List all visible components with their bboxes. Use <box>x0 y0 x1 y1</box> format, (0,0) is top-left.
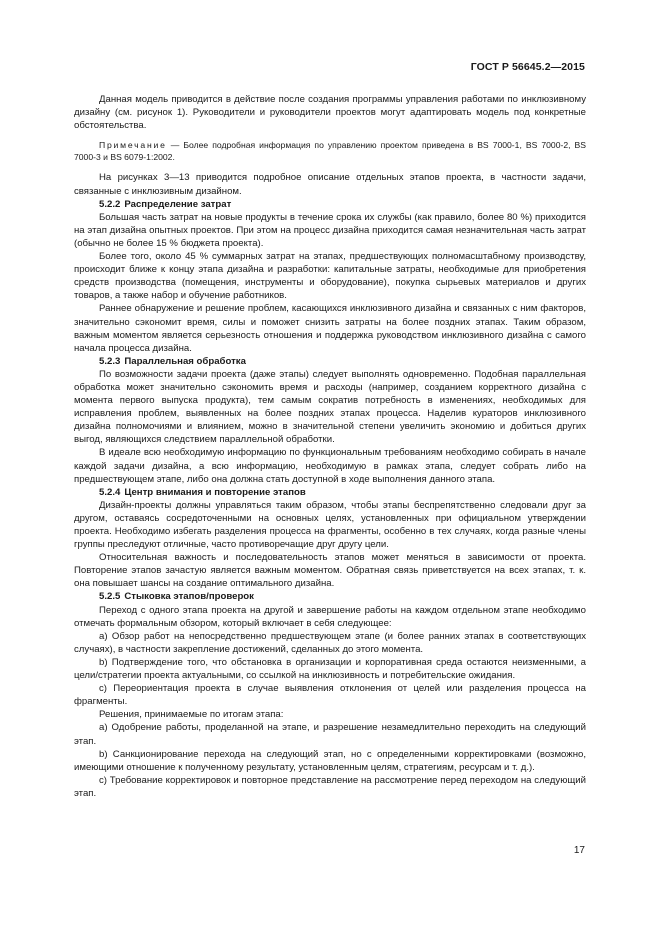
list-item: b) Подтверждение того, что обстановка в организации и корпоративная среда остаются неизменными, а цели/стратегии проекта актуальными, со ссылкой на инклюзивность и потребительские ожидания. <box>74 656 586 682</box>
section-title: Параллельная обработка <box>124 355 246 367</box>
paragraph: Данная модель приводится в действие после создания программы управления работами по инклюзивному дизайну (см. рисунок 1). Руководители и руководители проектов могут адаптировать модель под конкретные обстоятельства. <box>74 94 586 132</box>
note-label: Примечание <box>99 140 167 151</box>
section-heading <box>74 486 586 499</box>
section-heading <box>74 355 586 368</box>
section-title: Стыковка этапов/проверок <box>124 591 254 603</box>
paragraph: Большая часть затрат на новые продукты в течение срока их службы (как правило, более 80 %) приходится на этап дизайна опытных проектов. При этом на процесс дизайна приходится самая незначительная часть затрат (обычно не более 15 % бюджета проекта). <box>74 211 586 249</box>
section-title: Распределение затрат <box>124 198 232 210</box>
paragraph: Решения, принимаемые по итогам этапа: <box>99 709 284 721</box>
section-number: 5.2.4 <box>99 486 121 498</box>
section-heading <box>74 590 586 603</box>
paragraph: Переход с одного этапа проекта на другой и завершение работы на каждом отдельном этапе необходимо отмечать формальным обзором, который включает в себя следующее: <box>74 604 586 629</box>
page-number: 17 <box>573 845 585 856</box>
paragraph: Раннее обнаружение и решение проблем, касающихся инклюзивного дизайна и связанных с ним факторов, значительно сэкономит время, силы и поможет снизить затраты на более поздних этапах. Таким образом, важным моментом является серьезность отношения и поддержка руководством инклюзивного дизайна с самого начала процесса дизайна. <box>74 303 586 354</box>
standard-code: ГОСТ Р 56645.2—2015 <box>470 61 585 73</box>
paragraph: В идеале всю необходимую информацию по функциональным требованиям необходимо собирать в начале каждой задачи дизайна, а всю информацию, необходимую в рамках этапа, следует собрать либо на предшествующем этапе, либо она должна стать доступной в ходе выполнения данного этапа. <box>74 447 586 485</box>
paragraph: По возможности задачи проекта (даже этапы) следует выполнять одновременно. Подобная параллельная обработка может значительно сэкономить время и расходы (например, созданием корректного дизайна с момента первого выпуска продукта), тем самым сократив потребность в изменениях, необходимых для исправления проблем, выявленных на более поздних этапах процесса. Наделив кураторов инклюзивного дизайна полномочиями и влиянием, можно в значительной степени увеличить экономию и добиться других выгод, являющихся следствием параллельной обработки. <box>74 368 586 446</box>
list-item: a) Обзор работ на непосредственно предшествующем этапе (и более ранних этапах в соответствующих случаях), в частности закрепление достижений, сделанных до этого момента. <box>74 630 586 655</box>
body-text <box>74 93 586 800</box>
note <box>74 140 586 163</box>
paragraph: Относительная важность и последовательность этапов может меняться в зависимости от проекта. Повторение этапов зачастую является важным моментом. Обратная связь приветствуется на всех этапах, т. к. она повышает шансы на создание оптимального дизайна. <box>74 552 586 590</box>
paragraph: Более того, около 45 % суммарных затрат на этапах, предшествующих полномасштабному производству, происходит ближе к концу этапа дизайна и разработки: капитальные затраты, необходимые для приобретения средств производства (помещения, инструменты и оборудование), покупка сырьевых материалов и других товаров, а также набор и обучение работников. <box>74 251 586 302</box>
list-item: a) Одобрение работы, проделанной на этапе, и разрешение незамедлительно переходить на следующий этап. <box>74 722 586 747</box>
paragraph: Дизайн-проекты должны управляться таким образом, чтобы этапы беспрепятственно следовали друг за другом, оставаясь сосредоточенными на основных целях, установленных при официальном утверждении проекта. Необходимо избегать разделения процесса на фрагменты, особенно в тех случаях, когда разные члены группы преследуют отличные, часто противоречащие друг другу цели. <box>74 499 586 551</box>
list-item: b) Санкционирование перехода на следующий этап, но с определенными корректировками (возможно, имеющими отношение к полученному результату, установленным целям, стратегиям, ресурсам и т. д.). <box>74 748 586 773</box>
list-item: c) Требование корректировок и повторное представление на рассмотрение перед переходом на следующий этап. <box>74 774 586 799</box>
list-item: c) Переориентация проекта в случае выявления отклонения от целей или разделения процесса на фрагменты. <box>74 683 586 708</box>
section-title: Центр внимания и повторение этапов <box>124 486 306 498</box>
paragraph: На рисунках 3—13 приводится подробное описание отдельных этапов проекта, в частности задачи, связанные с инклюзивным дизайном. <box>74 172 586 197</box>
note-text: — Более подробная информация по управлению проектом приведена в BS 7000-1, BS 7000-2, BS 7000-3 и BS 6079-1:2002. <box>74 140 586 162</box>
section-number: 5.2.5 <box>99 591 121 603</box>
section-heading <box>74 198 586 211</box>
section-number: 5.2.2 <box>99 198 121 210</box>
section-number: 5.2.3 <box>99 355 121 367</box>
